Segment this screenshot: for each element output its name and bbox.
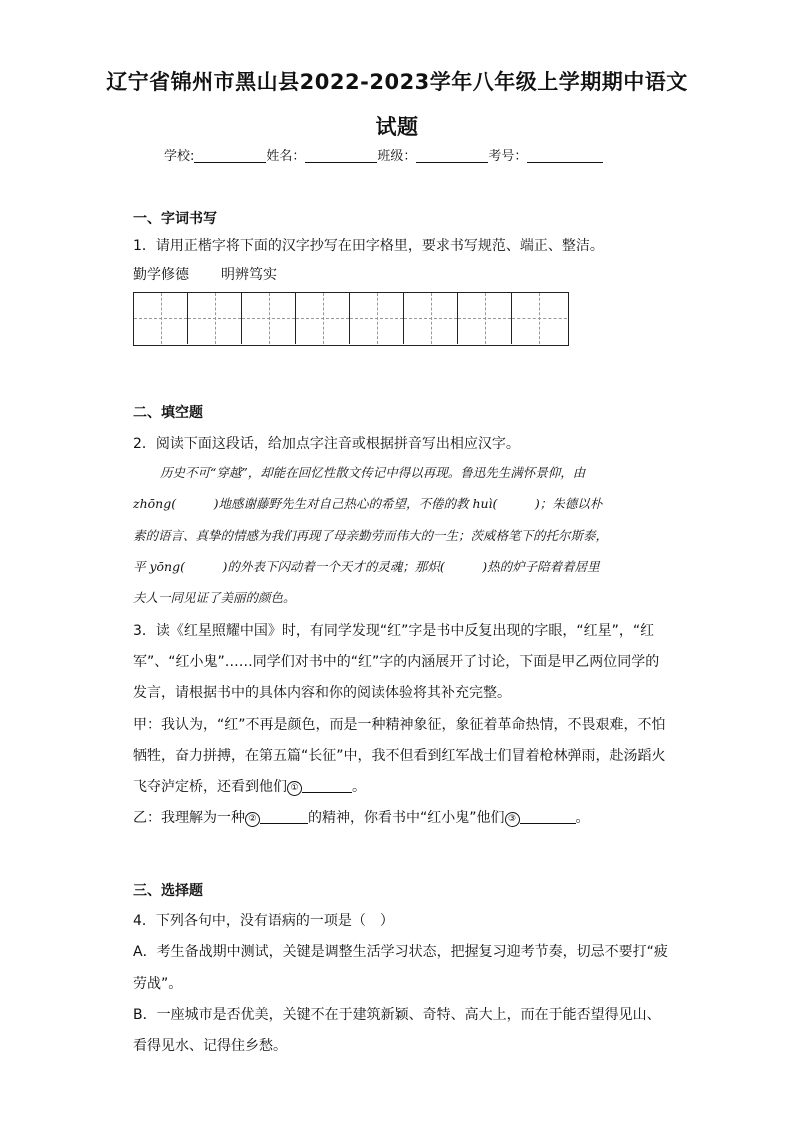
passage-line: 夫人一同见证了美丽的颜色。 bbox=[133, 590, 296, 605]
answer-blank-3[interactable] bbox=[520, 810, 576, 824]
grid-cell[interactable] bbox=[134, 293, 188, 344]
school-blank[interactable] bbox=[194, 148, 266, 163]
question-3-line: 发言，请根据书中的具体内容和你的阅读体验将其补充完整。 bbox=[133, 685, 511, 701]
option-b-line[interactable]: B．一座城市是否优美，关键不在于建筑新颖、奇特、高大上，而在于能否望得见山、 bbox=[133, 1007, 661, 1023]
section-1-heading: 一、字词书写 bbox=[133, 211, 217, 227]
exam-no-blank[interactable] bbox=[527, 148, 603, 163]
question-4: 4．下列各句中，没有语病的一项是（ ） bbox=[133, 913, 394, 929]
question-3-line: 军”、“红小鬼”……同学们对书中的“红”字的内涵展开了讨论，下面是甲乙两位同学的 bbox=[133, 654, 660, 670]
exam-no-label: 考号： bbox=[488, 149, 528, 164]
option-a-line[interactable]: A．考生备战期中测试，关键是调整生活学习状态，把握复习迎考节奏，切忌不要打“疲 bbox=[133, 944, 668, 960]
section-3-heading: 三、选择题 bbox=[133, 883, 203, 899]
question-1: 1．请用正楷字将下面的汉字抄写在田字格里，要求书写规范、端正、整洁。 bbox=[133, 238, 604, 254]
student-info-row bbox=[164, 145, 603, 164]
exam-title-line1: 辽宁省锦州市黑山县2022-2023学年八年级上学期期中语文 bbox=[106, 70, 688, 94]
question-3-line: 3．读《红星照耀中国》时，有同学发现“红”字是书中反复出现的字眼，“红星”，“红 bbox=[133, 623, 655, 639]
passage-line: 平 yōng( )的外表下闪动着一个天才的灵魂；那炽( )热的炉子陪着着居里 bbox=[133, 559, 600, 574]
question-2: 2．阅读下面这段话，给加点字注音或根据拼音写出相应汉字。 bbox=[133, 436, 520, 452]
name-blank[interactable] bbox=[305, 148, 377, 163]
grid-cell[interactable] bbox=[242, 293, 296, 344]
tianzige-grid[interactable] bbox=[133, 292, 569, 346]
option-b-line[interactable]: 看得见水、记得住乡愁。 bbox=[133, 1038, 287, 1054]
jia-text: 飞夺泸定桥，还看到他们 bbox=[133, 779, 287, 795]
yi-text-b: 的精神，你看书中“红小鬼”他们 bbox=[308, 810, 505, 826]
passage-line: 历史不可“穿越”，却能在回忆性散文传记中得以再现。鲁迅先生满怀景仰，由 bbox=[160, 465, 586, 480]
period: 。 bbox=[352, 779, 366, 795]
exam-title-line2: 试题 bbox=[375, 115, 419, 139]
grid-cell[interactable] bbox=[404, 293, 458, 344]
question-3-line-yi bbox=[133, 807, 590, 827]
question-3-line: 甲：我认为，“红”不再是颜色，而是一种精神象征，象征着革命热情，不畏艰难，不怕 bbox=[133, 717, 666, 733]
copy-words-1: 勤学修德 bbox=[133, 267, 189, 283]
name-label: 姓名： bbox=[266, 149, 306, 164]
grid-cell[interactable] bbox=[350, 293, 404, 344]
option-a-line[interactable]: 劳战”。 bbox=[133, 976, 183, 992]
question-3-line: 牺牲，奋力拼搏，在第五篇“长征”中，我不但看到红军战士们冒着枪林弹雨，赴汤蹈火 bbox=[133, 748, 666, 764]
passage-line: 素的语言、真挚的情感为我们再现了母亲勤劳而伟大的一生；茨威格笔下的托尔斯泰， bbox=[133, 528, 609, 543]
question-3-line-jia-end bbox=[133, 776, 366, 796]
answer-blank-2[interactable] bbox=[260, 810, 308, 824]
section-2-heading: 二、填空题 bbox=[133, 405, 203, 421]
class-blank[interactable] bbox=[416, 148, 488, 163]
grid-cell[interactable] bbox=[512, 293, 567, 344]
class-label: 班级： bbox=[377, 149, 417, 164]
grid-cell[interactable] bbox=[458, 293, 512, 344]
passage-line: zhōng( )地感谢藤野先生对自己热心的希望，不倦的教 huì( )；朱德以朴 bbox=[133, 496, 603, 511]
grid-cell[interactable] bbox=[188, 293, 242, 344]
answer-blank-1[interactable] bbox=[302, 779, 352, 793]
period: 。 bbox=[575, 810, 590, 826]
blank-marker-3: ③ bbox=[505, 812, 520, 827]
blank-marker-1: ① bbox=[287, 781, 302, 796]
copy-words-2: 明辨笃实 bbox=[221, 267, 277, 283]
grid-cell[interactable] bbox=[296, 293, 350, 344]
yi-text-a: 乙：我理解为一种 bbox=[133, 810, 245, 826]
school-label: 学校: bbox=[164, 149, 195, 164]
blank-marker-2: ② bbox=[245, 812, 260, 827]
